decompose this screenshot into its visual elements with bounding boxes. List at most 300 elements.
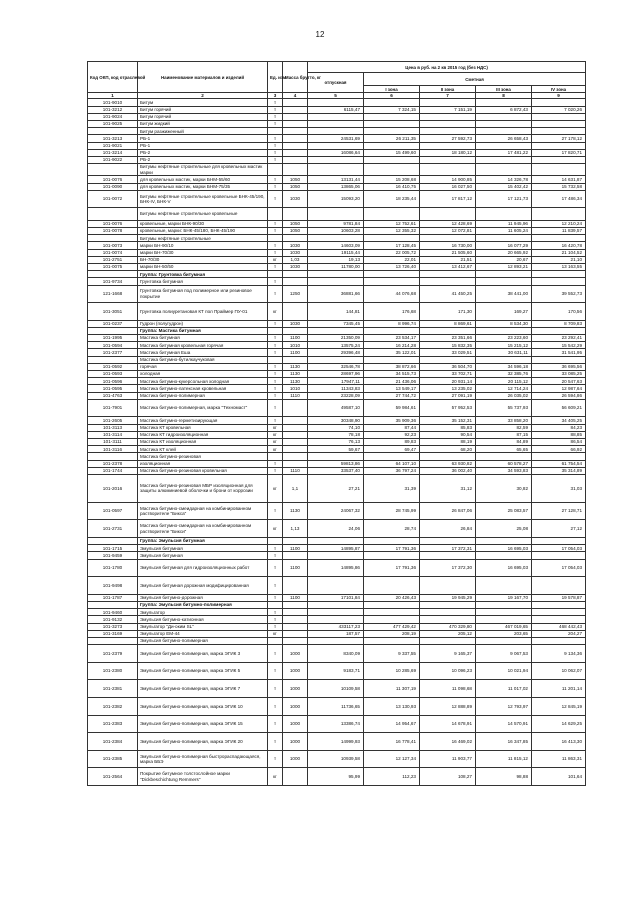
row-zone-4-price: 84,23 — [532, 424, 586, 431]
row-code: 101-9021 — [88, 142, 138, 149]
row-zone-4-price: 27 128,71 — [532, 502, 586, 520]
row-zone-4-price — [532, 616, 586, 623]
page-number: 12 — [315, 30, 325, 39]
row-name: РБ-2 — [138, 149, 268, 156]
row-zone-1-price — [364, 128, 420, 135]
row-code: 101-2384 — [88, 733, 138, 751]
row-unit: т — [268, 363, 283, 370]
row-zone-4-price — [532, 142, 586, 149]
row-zone-4-price — [532, 538, 586, 545]
row-zone-3-price: 11 945,96 — [476, 220, 532, 227]
row-zone-4-price — [532, 235, 586, 242]
header-mass: Масса брутто, кг — [283, 62, 308, 93]
row-name: холодная — [138, 371, 268, 378]
row-zone-4-price: 86,54 — [532, 438, 586, 445]
row-zone-4-price — [532, 602, 586, 609]
row-name: РБ-2 — [138, 156, 268, 163]
row-zone-3-price — [476, 271, 532, 278]
table-row — [88, 128, 586, 135]
row-zone-2-price — [420, 128, 476, 135]
row-zone-2-price: 88,19 — [420, 438, 476, 445]
row-code: 101-1780 — [88, 559, 138, 577]
row-zone-1-price: 28 745,99 — [364, 502, 420, 520]
row-unit: кг — [268, 768, 283, 786]
row-zone-2-price: 17 372,30 — [420, 559, 476, 577]
row-name: марки БН-90/10 — [138, 242, 268, 249]
row-code: 101-0237 — [88, 320, 138, 327]
row-mass: 1000 — [283, 645, 308, 663]
column-index: 2 — [138, 93, 268, 99]
row-code: 101-2381 — [88, 680, 138, 698]
row-zone-3-price: 12 714,24 — [476, 385, 532, 392]
row-release-price: 13575,24 — [308, 342, 364, 349]
row-unit: кг — [268, 256, 283, 263]
row-mass — [283, 149, 308, 156]
row-zone-2-price: 35 152,31 — [420, 417, 476, 424]
row-mass — [283, 602, 308, 609]
table-row — [88, 242, 586, 249]
row-zone-3-price — [476, 120, 532, 127]
row-name: Мастика битумная Еша — [138, 349, 268, 356]
row-zone-2-price — [420, 356, 476, 363]
row-mass — [283, 303, 308, 321]
row-zone-4-price — [532, 327, 586, 334]
row-release-price: 32546,78 — [308, 363, 364, 370]
row-name: изоляционная — [138, 460, 268, 467]
row-code: 101-0090 — [88, 183, 138, 190]
row-zone-2-price: 12 888,89 — [420, 697, 476, 715]
row-name: Мастика битумно-кукерсольная холодная — [138, 378, 268, 385]
row-name: Эмульгатор ЕМ-44 — [138, 630, 268, 637]
row-release-price — [308, 637, 364, 644]
row-unit: т — [268, 616, 283, 623]
row-code — [88, 208, 138, 220]
row-release-price — [308, 113, 364, 120]
row-zone-1-price: 176,68 — [364, 303, 420, 321]
row-mass — [283, 768, 308, 786]
table-row — [88, 208, 586, 220]
row-zone-1-price — [364, 235, 420, 242]
row-release-price: 15093,20 — [308, 190, 364, 208]
table-row — [88, 399, 586, 417]
row-mass: 1000 — [283, 715, 308, 733]
row-unit: т — [268, 577, 283, 595]
row-zone-2-price — [420, 164, 476, 176]
row-zone-4-price: 10 062,07 — [532, 662, 586, 680]
row-zone-2-price: 14 678,91 — [420, 715, 476, 733]
row-mass: 1050 — [283, 176, 308, 183]
table-row — [88, 113, 586, 120]
table-row — [88, 431, 586, 438]
row-zone-1-price: 22 005,72 — [364, 249, 420, 256]
row-name: марки БН-50/50 — [138, 263, 268, 270]
row-zone-1-price — [364, 538, 420, 545]
row-release-price: 19,13 — [308, 256, 364, 263]
row-zone-4-price: 11 839,57 — [532, 228, 586, 235]
row-zone-4-price: 33 085,25 — [532, 371, 586, 378]
row-unit: т — [268, 183, 283, 190]
row-zone-2-price: 21,51 — [420, 256, 476, 263]
row-release-price: 49587,10 — [308, 399, 364, 417]
row-mass: 1000 — [283, 697, 308, 715]
row-zone-3-price: 12 793,97 — [476, 697, 532, 715]
table-row — [88, 378, 586, 385]
row-code: 101-3214 — [88, 149, 138, 156]
row-code: 101-2605 — [88, 417, 138, 424]
table-row — [88, 594, 586, 601]
row-zone-4-price — [532, 356, 586, 363]
row-mass: 1100 — [283, 594, 308, 601]
row-release-price: 95,99 — [308, 768, 364, 786]
row-zone-2-price — [420, 538, 476, 545]
row-zone-1-price: 8 996,74 — [364, 320, 420, 327]
row-zone-2-price: 27 592,73 — [420, 135, 476, 142]
row-mass: 1030 — [283, 263, 308, 270]
row-name: Мастика КТ гидроизоляционная — [138, 431, 268, 438]
row-code: 101-1744 — [88, 467, 138, 474]
row-mass — [283, 438, 308, 445]
row-zone-2-price: 36 504,70 — [420, 363, 476, 370]
row-code: 101-9459 — [88, 552, 138, 559]
row-zone-2-price: 16 469,02 — [420, 733, 476, 751]
row-zone-4-price: 35 314,89 — [532, 467, 586, 474]
row-code: 101-7901 — [88, 399, 138, 417]
row-mass — [283, 164, 308, 176]
row-code: 101-9132 — [88, 616, 138, 623]
row-unit: т — [268, 349, 283, 356]
row-zone-3-price — [476, 552, 532, 559]
row-mass: 1100 — [283, 349, 308, 356]
row-release-price: 27,21 — [308, 474, 364, 502]
row-zone-2-price — [420, 552, 476, 559]
row-code: 101-2380 — [88, 662, 138, 680]
row-zone-1-price: 38 872,66 — [364, 363, 420, 370]
row-zone-4-price: 31 541,95 — [532, 349, 586, 356]
row-release-price — [308, 552, 364, 559]
row-name: Эмульсия битумно-полимерная, марка ЭГИК 5 — [138, 662, 268, 680]
row-unit: т — [268, 399, 283, 417]
header-zone-1: I зона — [364, 86, 420, 93]
row-zone-1-price: 64 107,10 — [364, 460, 420, 467]
row-name: Битумы нефтяные строительные для кровельных мастик марки — [138, 164, 268, 176]
row-mass — [283, 552, 308, 559]
row-zone-1-price: 21 436,06 — [364, 378, 420, 385]
row-mass: 1050 — [283, 228, 308, 235]
row-name: Битум — [138, 99, 268, 106]
row-code: 101-0593 — [88, 371, 138, 378]
row-mass — [283, 135, 308, 142]
row-mass — [283, 235, 308, 242]
row-code: 101-4763 — [88, 392, 138, 399]
row-zone-4-price — [532, 577, 586, 595]
row-code: 101-0074 — [88, 249, 138, 256]
row-code — [88, 453, 138, 460]
row-zone-1-price: 22,01 — [364, 256, 420, 263]
row-zone-2-price — [420, 113, 476, 120]
row-zone-2-price: 17 817,12 — [420, 190, 476, 208]
row-zone-4-price: 39 552,73 — [532, 285, 586, 303]
row-unit — [268, 602, 283, 609]
row-unit: т — [268, 342, 283, 349]
row-code — [88, 164, 138, 176]
row-zone-3-price: 20 665,92 — [476, 249, 532, 256]
row-mass: 1110 — [283, 392, 308, 399]
row-release-price: 433117,23 — [308, 623, 364, 630]
row-zone-3-price — [476, 278, 532, 285]
row-zone-3-price: 30 631,11 — [476, 349, 532, 356]
row-zone-1-price: 31,39 — [364, 474, 420, 502]
row-mass — [283, 327, 308, 334]
row-release-price — [308, 327, 364, 334]
table-row — [88, 630, 586, 637]
row-mass — [283, 616, 308, 623]
row-unit: т — [268, 242, 283, 249]
row-zone-1-price: 35 122,01 — [364, 349, 420, 356]
row-code — [88, 271, 138, 278]
row-zone-4-price: 17 054,03 — [532, 559, 586, 577]
row-zone-3-price — [476, 577, 532, 595]
row-code: 101-2385 — [88, 750, 138, 768]
row-mass — [283, 271, 308, 278]
row-release-price — [308, 120, 364, 127]
header-code: Код ОКП, код отраслевой — [88, 62, 138, 93]
row-zone-1-price: 27 744,72 — [364, 392, 420, 399]
row-zone-2-price — [420, 156, 476, 163]
row-code: 101-9025 — [88, 120, 138, 127]
row-zone-4-price: 17 486,34 — [532, 190, 586, 208]
row-unit: т — [268, 190, 283, 208]
row-mass: 1130 — [283, 378, 308, 385]
header-zone-3: III зона — [476, 86, 532, 93]
row-release-price: 144,81 — [308, 303, 364, 321]
row-zone-2-price — [420, 278, 476, 285]
row-zone-1-price — [364, 113, 420, 120]
row-zone-3-price: 17 121,73 — [476, 190, 532, 208]
row-zone-3-price: 8 534,30 — [476, 320, 532, 327]
row-unit — [268, 356, 283, 363]
row-code: 101-2378 — [88, 460, 138, 467]
row-zone-1-price: 23 534,17 — [364, 335, 420, 342]
row-zone-4-price: 16 413,30 — [532, 733, 586, 751]
row-zone-4-price: 21,10 — [532, 256, 586, 263]
row-release-price: 17947,11 — [308, 378, 364, 385]
row-zone-1-price: 87,44 — [364, 424, 420, 431]
row-mass — [283, 106, 308, 113]
row-unit: т — [268, 460, 283, 467]
row-zone-4-price: 34 405,25 — [532, 417, 586, 424]
row-zone-2-price — [420, 142, 476, 149]
row-release-price: 11736,65 — [308, 697, 364, 715]
column-index: 5 — [308, 93, 364, 99]
row-name: Мастика битумно-бутилкаучуковая — [138, 356, 268, 363]
row-code: 101-1715 — [88, 545, 138, 552]
table-row — [88, 320, 586, 327]
row-zone-2-price: 26 847,06 — [420, 502, 476, 520]
row-zone-3-price: 25,08 — [476, 520, 532, 538]
row-release-price — [308, 278, 364, 285]
row-name: Эмульсия битумная — [138, 552, 268, 559]
row-mass — [283, 99, 308, 106]
row-mass — [283, 453, 308, 460]
row-unit: т — [268, 609, 283, 616]
row-unit: т — [268, 113, 283, 120]
row-zone-1-price: 20 426,43 — [364, 594, 420, 601]
row-zone-2-price — [420, 120, 476, 127]
row-zone-3-price: 84,89 — [476, 438, 532, 445]
row-mass: 1130 — [283, 371, 308, 378]
row-release-price: 29396,48 — [308, 349, 364, 356]
row-zone-3-price: 16 347,85 — [476, 733, 532, 751]
table-row — [88, 502, 586, 520]
row-zone-4-price: 19 578,87 — [532, 594, 586, 601]
table-row — [88, 156, 586, 163]
row-zone-1-price: 35 909,36 — [364, 417, 420, 424]
row-name: Мастика битумная — [138, 335, 268, 342]
row-mass: 1100 — [283, 545, 308, 552]
row-zone-3-price — [476, 208, 532, 220]
row-name: Эмульсия битумно-дорожная — [138, 594, 268, 601]
row-mass: 1,03 — [283, 256, 308, 263]
table-row — [88, 715, 586, 733]
row-code: 101-9022 — [88, 156, 138, 163]
row-name: Грунтовка полиуретановая КТ пол Праймер ПУ-01 — [138, 303, 268, 321]
row-code: 101-3116 — [88, 446, 138, 453]
row-unit — [268, 327, 283, 334]
row-unit: т — [268, 378, 283, 385]
row-zone-4-price: 21 104,52 — [532, 249, 586, 256]
row-zone-4-price: 11 863,31 — [532, 750, 586, 768]
table-row — [88, 680, 586, 698]
column-index: 8 — [476, 93, 532, 99]
row-zone-3-price: 16 077,29 — [476, 242, 532, 249]
row-zone-2-price: 205,12 — [420, 630, 476, 637]
row-code: 101-9460 — [88, 609, 138, 616]
row-zone-3-price — [476, 156, 532, 163]
row-zone-2-price: 33 702,71 — [420, 371, 476, 378]
row-name: Мастика КТ клей — [138, 446, 268, 453]
row-release-price — [308, 577, 364, 595]
table-row — [88, 183, 586, 190]
row-zone-4-price: 11 201,14 — [532, 680, 586, 698]
header-price-group: Цена в руб. на 2 кв 2015 год (без НДС) — [308, 62, 586, 73]
row-zone-3-price: 10 021,94 — [476, 662, 532, 680]
row-unit: кг — [268, 520, 283, 538]
row-unit: т — [268, 135, 283, 142]
row-zone-2-price: 470 329,80 — [420, 623, 476, 630]
row-release-price — [308, 99, 364, 106]
table-row — [88, 190, 586, 208]
row-name: Эмульсия битумная дорожная модифицированная — [138, 577, 268, 595]
row-release-price — [308, 616, 364, 623]
row-code: 101-0075 — [88, 263, 138, 270]
row-release-price: 78,18 — [308, 431, 364, 438]
row-code — [88, 602, 138, 609]
row-name: Битум горячий — [138, 113, 268, 120]
row-zone-4-price — [532, 164, 586, 176]
row-unit: т — [268, 263, 283, 270]
row-zone-1-price: 17 791,36 — [364, 545, 420, 552]
row-code: 101-0595 — [88, 385, 138, 392]
row-unit: т — [268, 142, 283, 149]
row-zone-1-price: 13 549,17 — [364, 385, 420, 392]
row-zone-3-price — [476, 164, 532, 176]
row-zone-2-price: 14 900,85 — [420, 176, 476, 183]
row-zone-3-price: 20,67 — [476, 256, 532, 263]
row-mass — [283, 128, 308, 135]
row-code — [88, 235, 138, 242]
row-release-price: 11343,83 — [308, 385, 364, 392]
row-name: Мастика битумно-латексная кровельная — [138, 385, 268, 392]
row-zone-2-price: 33 029,51 — [420, 349, 476, 356]
row-code: 101-2382 — [88, 697, 138, 715]
row-zone-2-price: 85,83 — [420, 424, 476, 431]
row-name: горячая — [138, 363, 268, 370]
row-zone-2-price — [420, 271, 476, 278]
row-unit: т — [268, 99, 283, 106]
row-mass: 1000 — [283, 733, 308, 751]
row-mass: 1130 — [283, 363, 308, 370]
group-header-row — [88, 602, 586, 609]
table-row — [88, 235, 586, 242]
row-release-price: 10603,28 — [308, 228, 364, 235]
row-zone-1-price — [364, 164, 420, 176]
row-zone-2-price: 18 180,12 — [420, 149, 476, 156]
table-row — [88, 106, 586, 113]
row-zone-1-price — [364, 142, 420, 149]
row-name: Группа: Эмульсия битумная — [138, 538, 268, 545]
row-mass: 1100 — [283, 335, 308, 342]
row-zone-1-price: 11 307,19 — [364, 680, 420, 698]
row-zone-4-price: 101,64 — [532, 768, 586, 786]
row-name: Эмульсия битумно-полимерная быстрораспадающаяся, марка ББЭ — [138, 750, 268, 768]
table-row — [88, 697, 586, 715]
row-code: 101-0078 — [88, 228, 138, 235]
row-zone-3-price: 38 441,00 — [476, 285, 532, 303]
row-zone-3-price — [476, 356, 532, 363]
row-zone-4-price: 468 442,43 — [532, 623, 586, 630]
row-zone-4-price — [532, 637, 586, 644]
row-mass — [283, 120, 308, 127]
row-mass — [283, 424, 308, 431]
table-row — [88, 520, 586, 538]
group-header-row — [88, 327, 586, 334]
row-release-price: 11780,00 — [308, 263, 364, 270]
row-release-price — [308, 128, 364, 135]
row-mass — [283, 460, 308, 467]
row-zone-1-price: 34 515,73 — [364, 371, 420, 378]
row-release-price: 76,13 — [308, 438, 364, 445]
table-row — [88, 220, 586, 227]
row-zone-4-price — [532, 552, 586, 559]
row-zone-2-price: 17 372,31 — [420, 545, 476, 552]
row-release-price — [308, 208, 364, 220]
row-release-price: 187,57 — [308, 630, 364, 637]
row-name: Эмульсия битумно-полимерная, марка ЭГИК 20 — [138, 733, 268, 751]
row-code — [88, 128, 138, 135]
row-zone-3-price: 15 215,12 — [476, 342, 532, 349]
row-zone-2-price: 20 931,14 — [420, 378, 476, 385]
row-zone-4-price — [532, 453, 586, 460]
row-zone-1-price — [364, 609, 420, 616]
row-name: Мастика битумно-резиновая — [138, 453, 268, 460]
row-zone-3-price — [476, 327, 532, 334]
row-unit: т — [268, 120, 283, 127]
row-code: 101-0594 — [88, 342, 138, 349]
row-zone-3-price: 30,82 — [476, 474, 532, 502]
table-row — [88, 99, 586, 106]
row-zone-3-price: 23 223,60 — [476, 335, 532, 342]
table-row — [88, 750, 586, 768]
